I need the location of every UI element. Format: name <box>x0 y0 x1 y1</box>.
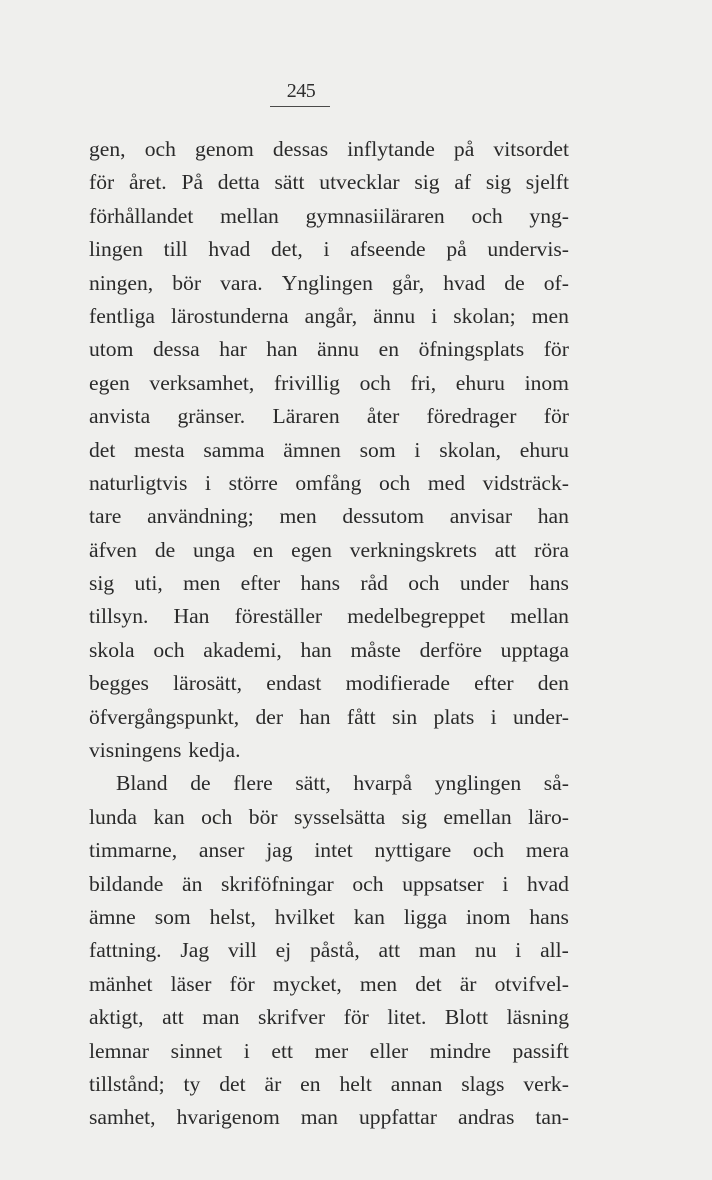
word: efter <box>240 571 281 596</box>
word: än <box>181 871 203 896</box>
word: lärostunderna <box>171 303 289 328</box>
word: går, <box>392 270 425 295</box>
word: påstå, <box>309 938 360 963</box>
text-line <box>89 200 569 233</box>
word: fattning. <box>89 938 162 963</box>
word: efter <box>474 671 514 696</box>
word: lärosätt, <box>173 671 243 696</box>
word: under <box>459 571 509 596</box>
word: samhet, <box>89 1105 156 1130</box>
word: läser <box>170 971 212 996</box>
word: det <box>415 971 442 996</box>
word: i <box>502 871 509 896</box>
text-line <box>89 1068 569 1101</box>
word: och <box>144 137 176 161</box>
word: röra <box>534 537 569 562</box>
word: man <box>300 1105 338 1130</box>
text-line <box>89 300 569 333</box>
word: hvad <box>208 237 251 262</box>
word: kan <box>353 904 385 929</box>
word: bildande <box>89 871 164 896</box>
word: samma <box>203 437 265 462</box>
word: anvista <box>89 404 151 429</box>
word: vitsordet <box>493 137 569 161</box>
word: endast <box>266 671 322 696</box>
word: är <box>264 1071 282 1096</box>
word: aktigt, <box>89 1005 144 1030</box>
word: för <box>229 971 255 996</box>
word: litet. <box>387 1005 427 1030</box>
text-line <box>89 500 569 533</box>
word: det <box>219 1071 246 1096</box>
word: ännu <box>373 303 416 328</box>
word: slags <box>461 1071 505 1096</box>
word: ehuru <box>455 370 505 395</box>
word: vill <box>227 938 257 963</box>
word: verk- <box>523 1071 569 1096</box>
page-number-rule <box>270 106 330 107</box>
word: hvad <box>443 270 486 295</box>
word: måste <box>350 637 401 662</box>
text-line <box>89 767 569 800</box>
word: derföre <box>419 637 482 662</box>
word: eller <box>369 1038 409 1063</box>
word: anvisar <box>449 504 513 529</box>
word: naturligtvis <box>89 470 188 495</box>
word: som <box>359 437 396 462</box>
text-line <box>89 901 569 934</box>
text-line <box>89 567 569 600</box>
word: kan <box>153 804 185 829</box>
word: mänhet <box>89 971 153 996</box>
word: för <box>543 337 569 362</box>
word: lemnar <box>89 1038 149 1063</box>
word: emellan <box>443 804 512 829</box>
word: uppfattar <box>359 1105 437 1130</box>
word: sätt, <box>295 771 331 796</box>
word: Bland <box>116 771 168 796</box>
word: fått <box>346 704 376 729</box>
word: för <box>543 404 569 429</box>
word: helst, <box>209 904 256 929</box>
word: har <box>219 337 247 362</box>
word: att <box>162 1005 184 1030</box>
word: Han <box>173 604 210 629</box>
word: ynglingen <box>434 771 522 796</box>
text-line <box>89 634 569 667</box>
word: of- <box>543 270 569 295</box>
word: öfningsplats <box>418 337 525 362</box>
text-line <box>89 166 569 199</box>
word: kedja. <box>188 738 241 763</box>
text-line <box>89 400 569 433</box>
word: gränser. <box>177 404 246 429</box>
word: en <box>378 337 400 362</box>
word: sig <box>414 170 440 195</box>
word: unga <box>193 537 236 562</box>
word: afseende <box>350 237 426 262</box>
word: Läraren <box>272 404 340 429</box>
word: medelbegreppet <box>347 604 486 629</box>
word: och <box>352 871 384 896</box>
word: utvecklar <box>319 170 400 195</box>
word: mera <box>525 838 569 863</box>
word: mellan <box>510 604 569 629</box>
word: bör <box>248 804 278 829</box>
word: för <box>89 170 115 195</box>
word: hans <box>300 571 341 596</box>
word: för <box>343 1005 369 1030</box>
word: tillstånd; <box>89 1071 165 1096</box>
word: egen <box>89 370 130 395</box>
word: öfvergångspunkt, <box>89 704 240 729</box>
word: flere <box>233 771 273 796</box>
word: tillsyn. <box>89 604 149 629</box>
word: året. <box>128 170 167 195</box>
word: lingen <box>89 237 143 262</box>
word: läro- <box>528 804 569 829</box>
word: det <box>89 437 116 462</box>
word: men <box>531 303 569 328</box>
word: andras <box>457 1105 515 1130</box>
word: ett <box>271 1038 293 1063</box>
word: gymnasiiläraren <box>305 203 445 228</box>
text-line <box>89 600 569 633</box>
word: så- <box>543 771 569 796</box>
word: mellan <box>220 203 279 228</box>
text-line <box>89 934 569 967</box>
word: detta <box>217 170 260 195</box>
word: begges <box>89 671 149 696</box>
word: angår, <box>304 303 358 328</box>
word: föredrager <box>426 404 517 429</box>
word: äfven <box>89 537 137 562</box>
word: plats <box>433 704 475 729</box>
word: tare <box>89 504 122 529</box>
text-line <box>89 968 569 1001</box>
text-line <box>89 834 569 867</box>
word: hans <box>529 904 569 929</box>
word: man <box>202 1005 240 1030</box>
word: ehuru <box>519 437 569 462</box>
text-line <box>89 534 569 567</box>
word: åter <box>366 404 400 429</box>
page-number: 245 <box>286 80 316 102</box>
word: förhållandet <box>89 203 194 228</box>
text-line <box>89 701 569 734</box>
text-line <box>89 734 569 767</box>
word: frivillig <box>273 370 340 395</box>
word: fentliga <box>89 303 155 328</box>
word: sig <box>485 170 512 195</box>
word: han <box>537 504 569 529</box>
text-line <box>89 801 569 834</box>
text-line <box>89 467 569 500</box>
word: läsning <box>506 1005 569 1030</box>
word: ligga <box>403 904 448 929</box>
word: undervis- <box>487 237 569 262</box>
word: upptaga <box>500 637 569 662</box>
word: dessutom <box>342 504 424 529</box>
word: som <box>154 904 191 929</box>
word: ningen, <box>89 270 154 295</box>
word: skriföfningar <box>221 871 334 896</box>
word: fri, <box>410 370 437 395</box>
text-line <box>89 333 569 366</box>
word: bör <box>172 270 202 295</box>
word: och <box>471 203 503 228</box>
word: och <box>201 804 233 829</box>
word: skolan; <box>453 303 516 328</box>
word: ännu <box>317 337 360 362</box>
word: men <box>279 504 317 529</box>
word: ämnen <box>283 437 341 462</box>
word: inflytande <box>347 137 435 161</box>
word: i <box>490 704 497 729</box>
word: passift <box>512 1038 569 1063</box>
word: hvarpå <box>353 771 413 796</box>
word: nu <box>474 938 497 963</box>
word: på <box>453 137 475 161</box>
word: men <box>183 571 221 596</box>
word: der <box>255 704 284 729</box>
text-line <box>89 1001 569 1034</box>
word: i <box>243 1038 250 1063</box>
word: ej <box>275 938 292 963</box>
text-line <box>89 367 569 400</box>
word: mycket, <box>272 971 342 996</box>
word: sig <box>401 804 427 829</box>
word: jag <box>266 838 293 863</box>
word: men <box>359 971 398 996</box>
word: verkningskrets <box>349 537 477 562</box>
word: mer <box>314 1038 349 1063</box>
word: vidsträck- <box>482 470 569 495</box>
word: råd <box>360 571 388 596</box>
word: föreställer <box>234 604 323 629</box>
word: utom <box>89 337 134 362</box>
word: man <box>418 938 457 963</box>
word: ämne <box>89 904 136 929</box>
word: vara. <box>220 270 263 295</box>
word: användning; <box>147 504 254 529</box>
word: i <box>414 437 421 462</box>
word: skola <box>89 637 135 662</box>
word: inom <box>466 904 511 929</box>
word: de <box>190 771 211 796</box>
word: modifierade <box>345 671 450 696</box>
word: intet <box>314 838 353 863</box>
word: sinnet <box>170 1038 223 1063</box>
word: dessas <box>272 137 329 161</box>
word: han <box>300 637 332 662</box>
word: nyttigare <box>374 838 452 863</box>
word: inom <box>524 370 569 395</box>
text-line <box>89 667 569 700</box>
word: sysselsätta <box>294 804 386 829</box>
text-line <box>89 1101 569 1134</box>
word: på <box>446 237 467 262</box>
word: Blott <box>444 1005 489 1030</box>
word: hvarigenom <box>176 1105 280 1130</box>
word: i <box>205 470 211 495</box>
word: och <box>472 838 505 863</box>
word: uti, <box>134 571 163 596</box>
word: lunda <box>89 804 137 829</box>
word: sätt <box>274 170 305 195</box>
word: timmarne, <box>89 838 178 863</box>
word: anser <box>198 838 245 863</box>
word: dessa <box>152 337 200 362</box>
word: hvad <box>527 871 569 896</box>
word: skolan, <box>439 437 501 462</box>
word: akademi, <box>203 637 282 662</box>
word: otvifvel- <box>494 971 569 996</box>
word: han <box>299 704 331 729</box>
word: att <box>494 537 517 562</box>
word: är <box>459 971 477 996</box>
word: sjelft <box>525 170 569 195</box>
word: i <box>323 237 330 262</box>
word: Ynglingen <box>281 270 373 295</box>
word: den <box>537 671 569 696</box>
word: mesta <box>134 437 185 462</box>
word: mindre <box>429 1038 491 1063</box>
word: de <box>504 270 525 295</box>
word: med <box>427 470 466 495</box>
word: i <box>431 303 438 328</box>
word: På <box>181 170 204 195</box>
text-line <box>89 233 569 266</box>
word: skrifver <box>257 1005 326 1030</box>
word: hvilket <box>274 904 335 929</box>
word: annan <box>390 1071 443 1096</box>
word: en <box>252 537 274 562</box>
word: ty <box>183 1071 201 1096</box>
word: visningens <box>89 738 182 763</box>
word: gen, <box>89 137 126 161</box>
word: Jag <box>180 938 210 963</box>
word: och <box>359 370 391 395</box>
word: de <box>154 537 176 562</box>
text-line <box>89 868 569 901</box>
word: yng- <box>529 203 569 228</box>
body-text <box>89 133 569 1135</box>
word: till <box>163 237 188 262</box>
word: under- <box>512 704 569 729</box>
word: helt <box>339 1071 372 1096</box>
word: det, <box>270 237 303 262</box>
word: genom <box>195 137 254 161</box>
text-line <box>89 267 569 300</box>
word: egen <box>291 537 332 562</box>
word: han <box>266 337 298 362</box>
word: och <box>153 637 185 662</box>
word: sig <box>89 571 115 596</box>
text-line <box>89 133 569 166</box>
word: i <box>515 938 522 963</box>
text-line <box>89 434 569 467</box>
word: och <box>379 470 411 495</box>
word: af <box>454 170 472 195</box>
word: all- <box>540 938 569 963</box>
word: att <box>378 938 401 963</box>
word: hans <box>529 571 569 596</box>
text-line <box>89 1035 569 1068</box>
word: uppsatser <box>402 871 484 896</box>
word: sin <box>392 704 418 729</box>
word: och <box>408 571 440 596</box>
word: en <box>300 1071 321 1096</box>
word: verksamhet, <box>149 370 255 395</box>
word: tan- <box>535 1105 569 1130</box>
word: omfång <box>295 470 362 495</box>
word: större <box>228 470 278 495</box>
